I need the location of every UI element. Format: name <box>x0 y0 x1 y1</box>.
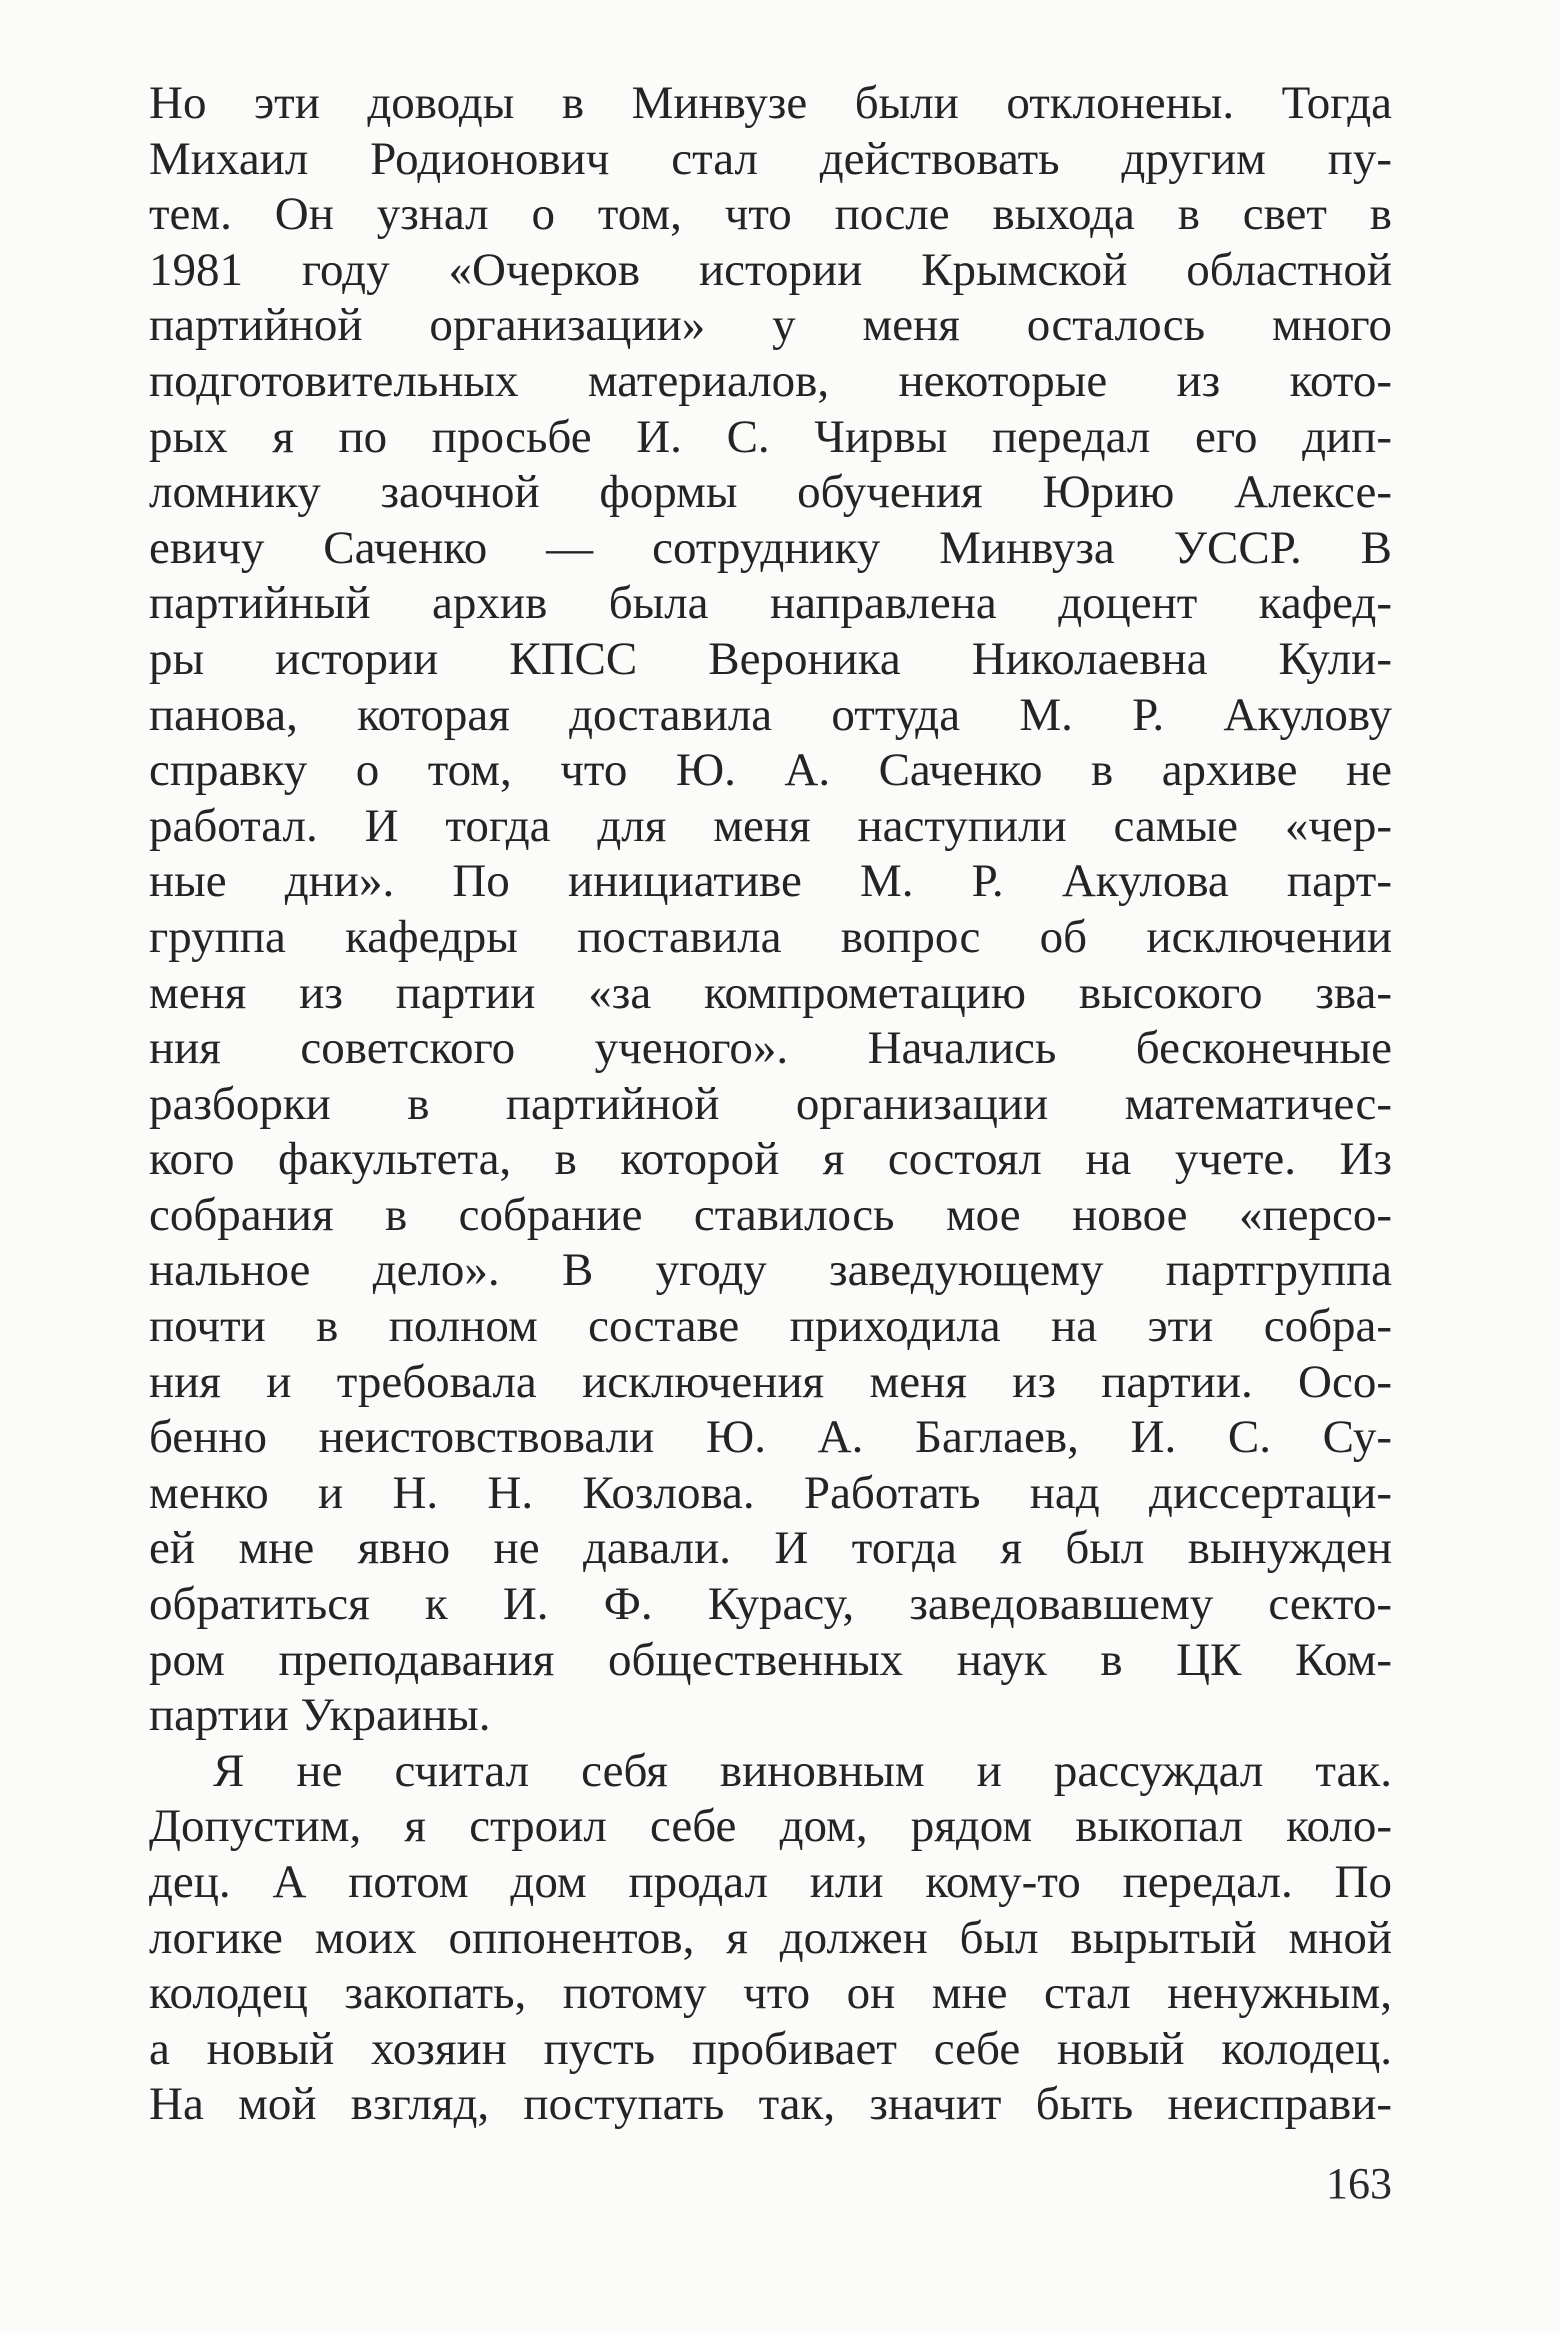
text-line: подготовительных материалов, некоторые из кото- <box>149 354 1392 407</box>
text-line: а новый хозяин пусть пробивает себе новый колодец. <box>149 2022 1392 2075</box>
text-line: ром преподавания общественных наук в ЦК Ком- <box>149 1633 1392 1686</box>
text-line: рых я по просьбе И. С. Чирвы передал его дип- <box>149 410 1392 463</box>
text-line: партийный архив была направлена доцент кафед- <box>149 577 1392 630</box>
text-line: разборки в партийной организации математичес- <box>149 1077 1392 1130</box>
text-line: нальное дело». В угоду заведующему партгруппа <box>149 1244 1392 1297</box>
text-line: панова, которая доставила оттуда М. Р. Акулову <box>149 688 1392 741</box>
text-line: кого факультета, в которой я состоял на учете. Из <box>149 1133 1392 1186</box>
text-line-paragraph-start: Я не считал себя виновным и рассуждал так. <box>213 1744 1392 1797</box>
text-line: тем. Он узнал о том, что после выхода в свет в <box>149 188 1392 241</box>
text-line: партийной организации» у меня осталось много <box>149 299 1392 352</box>
text-line: дец. А потом дом продал или кому-то передал. По <box>149 1856 1392 1908</box>
text-block <box>149 76 1392 2133</box>
text-line: ные дни». По инициативе М. Р. Акулова парт- <box>149 855 1392 908</box>
text-line: ры истории КПСС Вероника Николаевна Кули- <box>149 632 1392 685</box>
text-line: меня из партии «за компрометацию высокого зва- <box>149 966 1392 1019</box>
text-line: справку о том, что Ю. А. Саченко в архиве не <box>149 744 1392 797</box>
text-line: ния советского ученого». Начались бесконечные <box>149 1022 1392 1075</box>
text-line: логике моих оппонентов, я должен был вырытый мной <box>149 1911 1392 1964</box>
text-line: обратиться к И. Ф. Курасу, заведовавшему секто- <box>149 1578 1392 1631</box>
text-line: колодец закопать, потому что он мне стал ненужным, <box>149 1967 1392 2020</box>
text-line: На мой взгляд, поступать так, значит быть неисправи- <box>149 2078 1392 2131</box>
text-line-paragraph-end: партии Украины. <box>149 1689 491 1742</box>
text-line: ей мне явно не давали. И тогда я был вынужден <box>149 1522 1392 1575</box>
text-line: менко и Н. Н. Козлова. Работать над диссертаци- <box>149 1466 1392 1519</box>
text-line: ломнику заочной формы обучения Юрию Алексе- <box>149 466 1392 519</box>
text-line: Михаил Родионович стал действовать другим пу- <box>149 132 1392 185</box>
text-line: 1981 году «Очерков истории Крымской областной <box>149 243 1392 296</box>
text-line: евичу Саченко — сотруднику Минвуза УССР. В <box>149 521 1392 574</box>
text-line: группа кафедры поставила вопрос об исключении <box>149 910 1392 963</box>
page-number: 163 <box>1326 2159 1392 2208</box>
text-line: бенно неистовствовали Ю. А. Баглаев, И. С. Су- <box>149 1411 1392 1464</box>
text-line: Допустим, я строил себе дом, рядом выкопал коло- <box>149 1800 1392 1853</box>
text-line: собрания в собрание ставилось мое новое «персо- <box>149 1188 1392 1241</box>
text-line: почти в полном составе приходила на эти собра- <box>149 1300 1392 1353</box>
text-line: ния и требовала исключения меня из партии. Осо- <box>149 1355 1392 1408</box>
text-line: Но эти доводы в Минвузе были отклонены. Тогда <box>149 77 1392 129</box>
text-line: работал. И тогда для меня наступили самые «чер- <box>149 799 1392 852</box>
